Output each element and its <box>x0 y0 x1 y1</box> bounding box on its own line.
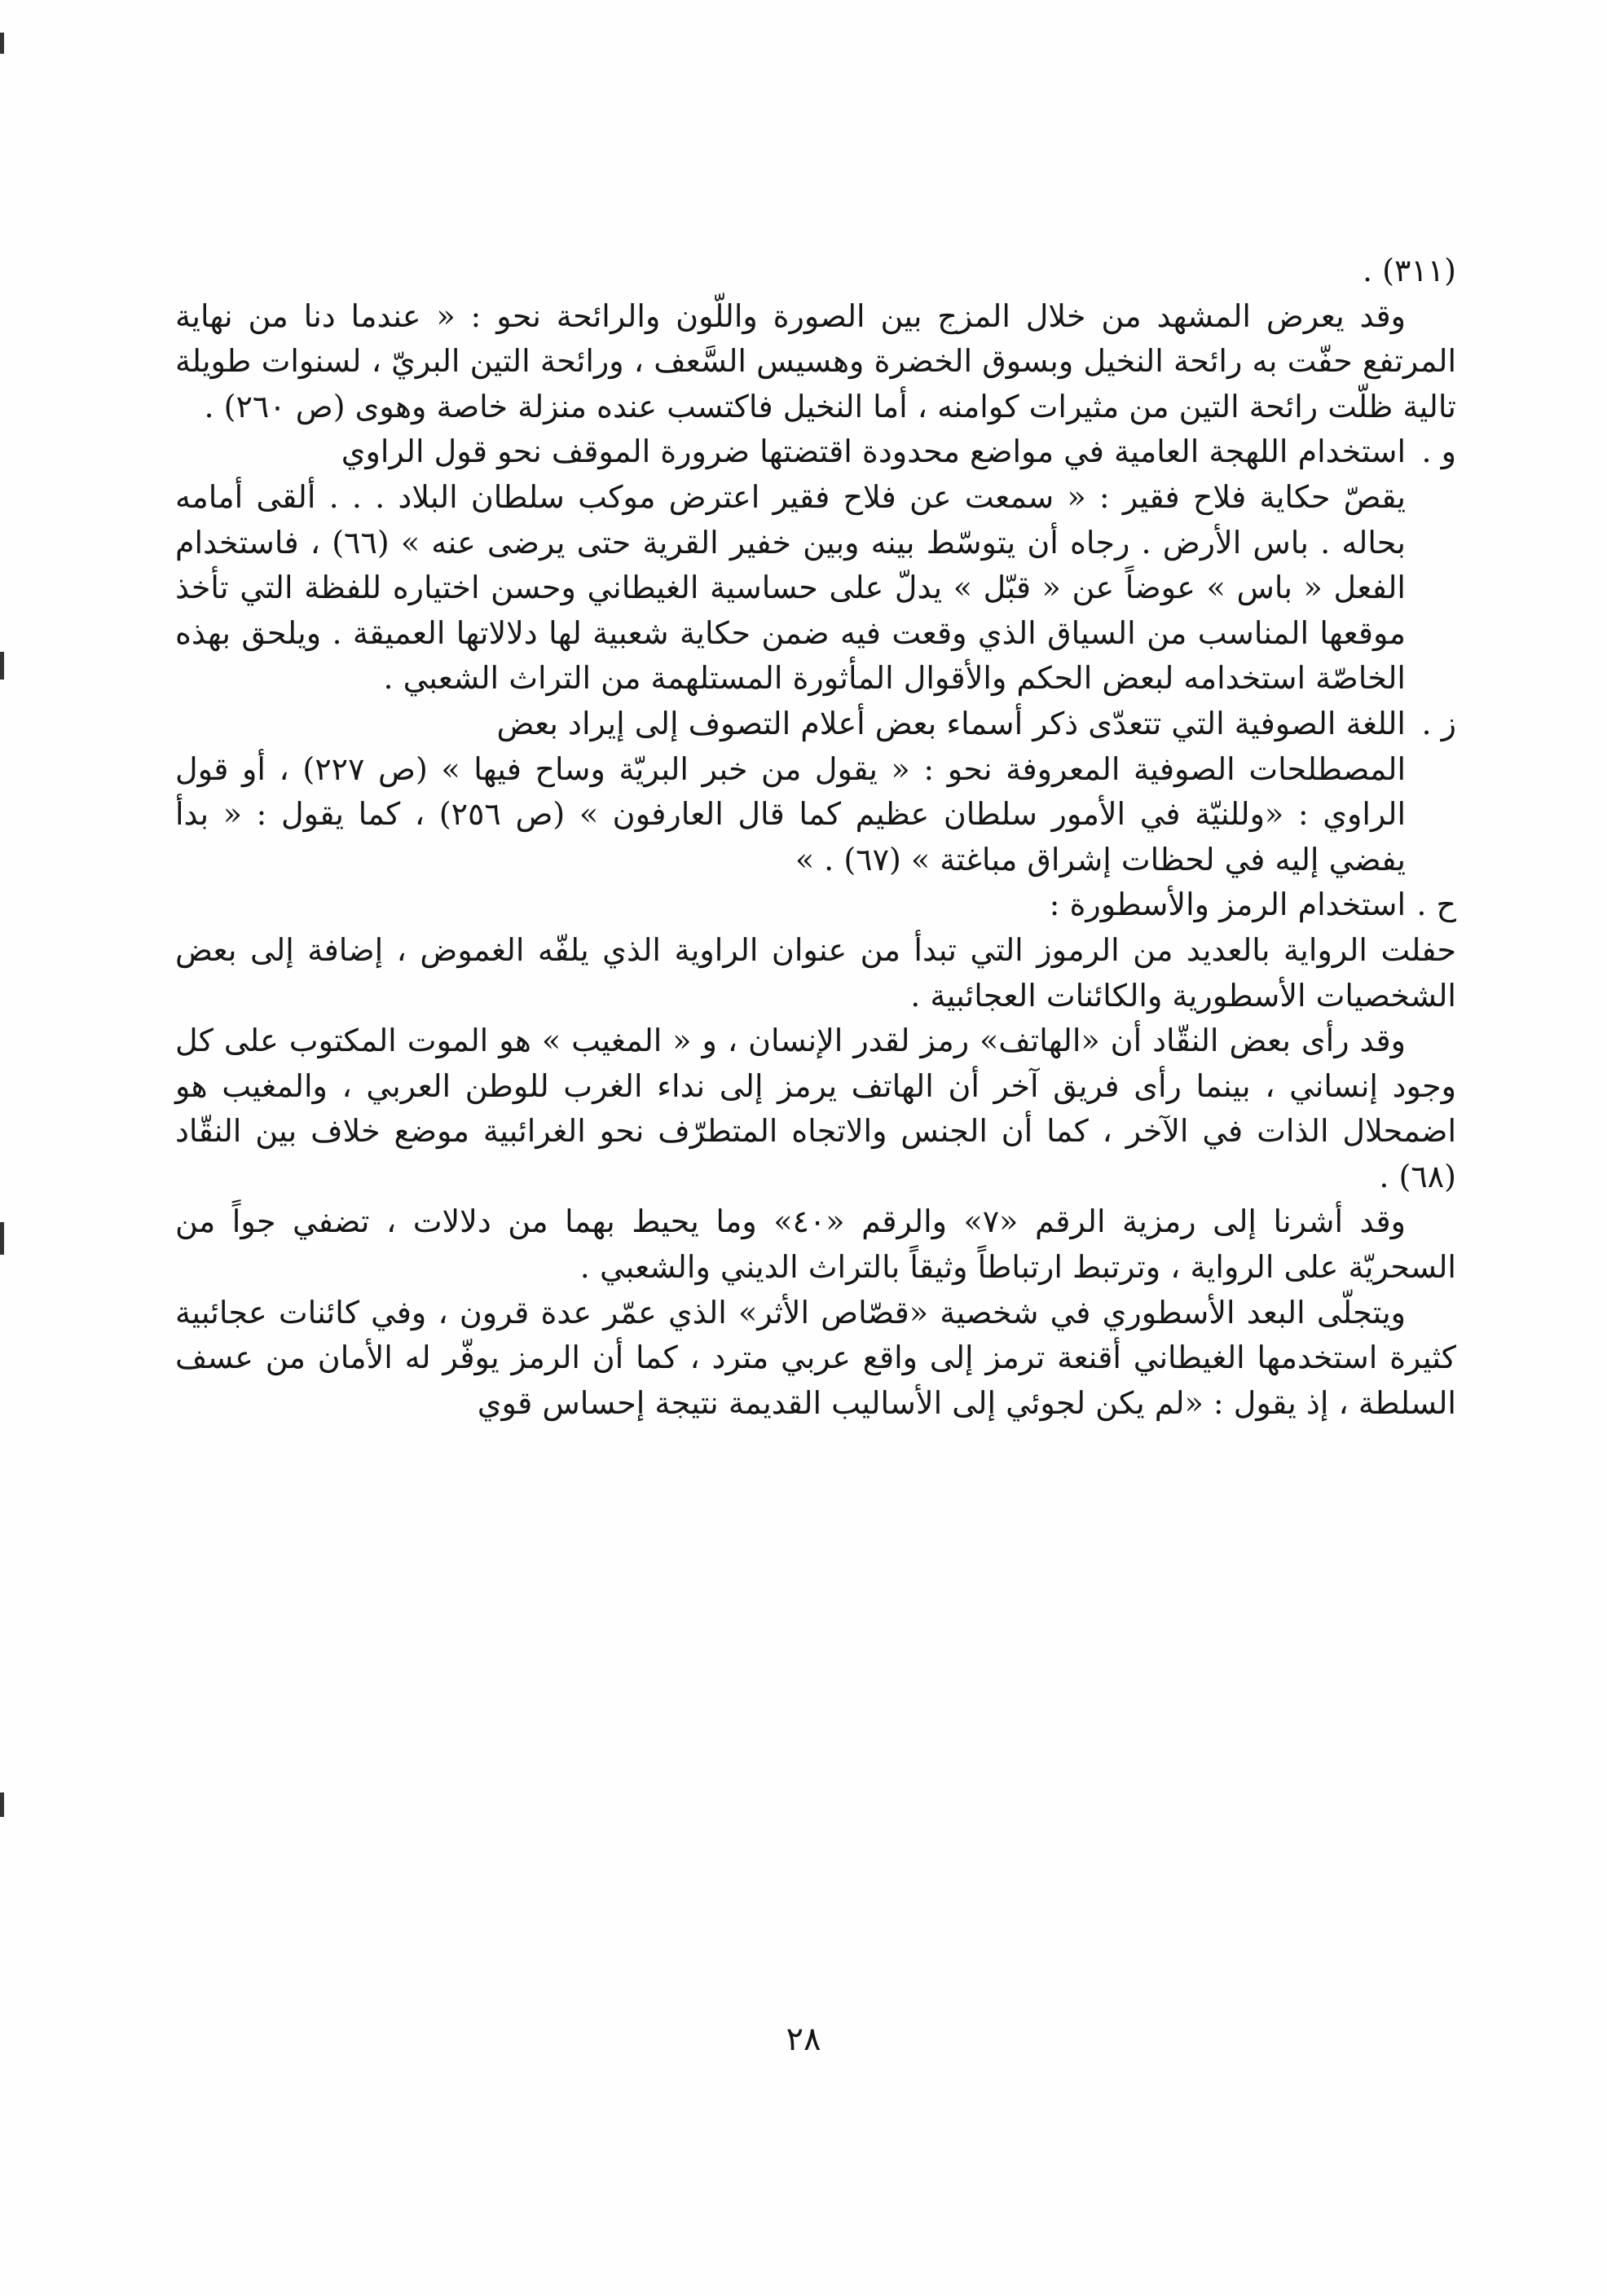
scan-edge-mark <box>0 652 4 680</box>
list-item-continuation: المصطلحات الصوفية المعروفة نحو : « يقول من خبر البريّة وساح فيها » (ص ٢٢٧) ، أو قول الراوي : «وللنيّة في الأمور سلطان عظيم كما قال العارفون » (ص ٢٥٦) ، كما يقول : « بدأ يفضي إليه في لحظات إشراق مباغتة » (٦٧) . » <box>175 750 1407 877</box>
list-item-continuation: يقصّ حكاية فلاح فقير : « سمعت عن فلاح فقير اعترض موكب سلطان البلاد . . . ألقى أمامه بحاله . باس الأرض . رجاه أن يتوسّط بينه وبين خفير القرية حتى يرضى عنه » (٦٦) ، فاستخدام الفعل « باس » عوضاً عن « قبّل » يدلّ على حساسية الغيطاني وحسن اختياره للفظة التي تأخذ موقعها المناسب من السياق الذي وقعت فيه ضمن حكاية شعبية لها دلالاتها العميقة . ويلحق بهذه الخاصّة استخدامه لبعض الحكم والأقوال المأثورة المستلهمة من التراث الشعبي . <box>175 478 1407 697</box>
reference-line: (٣١١) . <box>1362 253 1456 288</box>
scan-edge-mark <box>0 1222 4 1255</box>
paragraph-critics: وقد رأى بعض النقّاد أن «الهاتف» رمز لقدر الإنسان ، و « المغيب » هو الموت المكتوب على كل وجود إنساني ، بينما رأى فريق آخر أن الهاتف يرمز إلى نداء الغرب للوطن العربي ، والمغيب هو اضمحلال الذات في الآخر ، كما أن الجنس والاتجاه المتطرّف نحو الغرائبية موضع خلاف بين النقّاد (٦٨) . <box>175 1023 1456 1194</box>
list-item-waw <box>175 429 1456 475</box>
list-item-text: استخدام اللهجة العامية في مواضع محدودة اقتضتها ضرورة الموقف نحو قول الراوي <box>341 433 1406 470</box>
list-item-label: و . <box>1421 433 1456 470</box>
paragraph-scene-description: وقد يعرض المشهد من خلال المزج بين الصورة واللّون والرائحة نحو : « عندما دنا من نهاية المرتفع حفّت به رائحة النخيل وبسوق الخضرة وهسيس السَّعف ، ورائحة التين البريّ ، لسنوات طويلة تالية ظلّت رائحة التين من مثيرات كوامنه ، أما النخيل فاكتسب عنده منزلة خاصة وهوى (ص ٢٦٠) . <box>175 297 1456 424</box>
paragraph-numbers: وقد أشرنا إلى رمزية الرقم «٧» والرقم «٤٠» وما يحيط بهما من دلالات ، تضفي جواً من السحريّة على الرواية ، وترتبط ارتباطاً وثيقاً بالتراث الديني والشعبي . <box>175 1203 1456 1286</box>
page-number: ٢٨ <box>786 2021 821 2058</box>
paragraph-mythic: ويتجلّى البعد الأسطوري في شخصية «قصّاص الأثر» الذي عمّر عدة قرون ، وفي كائنات عجائبية كثيرة استخدمها الغيطاني أقنعة ترمز إلى واقع عربي مترد ، كما أن الرمز يوفّر له الأمان من عسف السلطة ، إذ يقول : «لم يكن لجوئي إلى الأساليب القديمة نتيجة إحساس قوي <box>175 1294 1456 1421</box>
paragraph-symbols: حفلت الرواية بالعديد من الرموز التي تبدأ من عنوان الراوية الذي يلفّه الغموض ، إضافة إلى بعض الشخصيات الأسطورية والكائنات العجائبية . <box>175 931 1456 1014</box>
body-text <box>175 249 1456 1426</box>
scan-edge-mark <box>0 33 4 54</box>
list-item-zay <box>175 702 1456 747</box>
list-item-text: استخدام الرمز والأسطورة : <box>1049 886 1406 923</box>
list-item-ha <box>175 882 1456 928</box>
list-item-label: ح . <box>1416 886 1456 923</box>
list-item-text: اللغة الصوفية التي تتعدّى ذكر أسماء بعض أعلام التصوف إلى إيراد بعض <box>496 705 1406 741</box>
scan-edge-mark <box>0 1792 4 1817</box>
list-item-label: ز . <box>1421 705 1456 741</box>
